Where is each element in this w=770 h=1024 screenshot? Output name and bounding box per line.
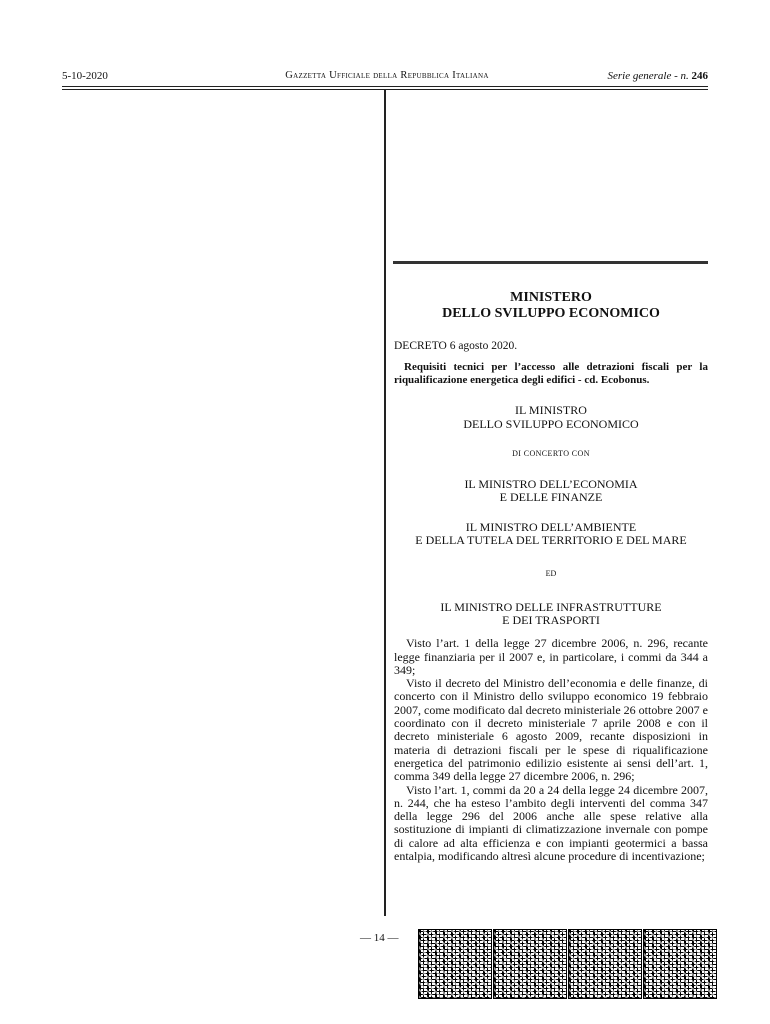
infrastructure-line-1: IL MINISTRO DELLE INFRASTRUTTURE	[440, 599, 662, 614]
barcode-image	[568, 929, 642, 999]
environment-minister-heading	[394, 521, 708, 548]
minister-line-1: IL MINISTRO	[515, 403, 587, 418]
infrastructure-line-2: E DEI TRASPORTI	[502, 612, 600, 627]
decree-subject: Requisiti tecnici per l’accesso alle detrazioni fiscali per la riqualificazione energetica degli edifici - cd. Ecobonus.	[394, 361, 708, 386]
decree-title: DECRETO 6 agosto 2020.	[394, 340, 518, 352]
barcode-image	[643, 929, 717, 999]
header-publication: Gazzetta Ufficiale della Repubblica Italiana	[285, 70, 489, 81]
minister-line-2: DELLO SVILUPPO ECONOMICO	[463, 416, 639, 431]
section-separator	[393, 261, 708, 264]
infrastructure-minister-heading	[394, 601, 708, 628]
body-paragraph: Visto l’art. 1, commi da 20 a 24 della legge 24 dicembre 2007, n. 244, che ha esteso l’ambito degli interventi del comma 347 della legge 296 del 2006 anche alle spese relative alla sostituzione di impianti di climatizzazione invernale con pompe di calore ad alta efficienza e con impianti geotermici a bassa entalpia, modificando altresì alcune procedure di incentivazione;	[394, 782, 708, 864]
header-series	[608, 70, 709, 82]
page-number: — 14 —	[360, 932, 399, 944]
page-header	[62, 70, 708, 84]
barcode-image	[493, 929, 567, 999]
header-series-prefix: Serie generale - n.	[607, 70, 689, 82]
ministry-line-1: MINISTERO	[510, 290, 592, 305]
environment-line-1: IL MINISTRO DELL’AMBIENTE	[465, 519, 637, 534]
right-column	[394, 290, 708, 863]
barcode-image	[418, 929, 492, 999]
minister-heading	[394, 404, 708, 431]
economy-line-2: E DELLE FINANZE	[499, 490, 603, 505]
header-rule-top	[62, 86, 708, 87]
header-date: 5-10-2020	[62, 70, 108, 82]
environment-line-2: E DELLA TUTELA DEL TERRITORIO E DEL MARE	[415, 533, 687, 548]
ministry-line-2: DELLO SVILUPPO ECONOMICO	[442, 306, 660, 321]
concert-label: DI CONCERTO CON	[512, 448, 590, 458]
body-paragraph: Visto l’art. 1 della legge 27 dicembre 2006, n. 296, recante legge finanziaria per il 2007 e, in particolare, i commi da 344 a 349;	[394, 636, 708, 677]
economy-line-1: IL MINISTRO DELL’ECONOMIA	[464, 477, 638, 492]
column-divider	[384, 90, 386, 916]
body-paragraph: Visto il decreto del Ministro dell’economia e delle finanze, di concerto con il Ministro dello sviluppo economico 19 febbraio 2007, come modificato dal decreto ministeriale 26 ottobre 2007 e coordinato con il decreto ministeriale 7 aprile 2008 e con il decreto ministeriale 6 agosto 2009, recante disposizioni in materia di detrazioni fiscali per le spese di riqualificazione energetica del patrimonio edilizio esistente ai sensi dell’art. 1, comma 349 della legge 27 dicembre 2006, n. 296;	[394, 676, 708, 784]
ministry-heading	[394, 290, 708, 322]
header-series-number: 246	[691, 70, 708, 82]
and-label: ED	[545, 569, 557, 579]
economy-minister-heading	[394, 478, 708, 505]
